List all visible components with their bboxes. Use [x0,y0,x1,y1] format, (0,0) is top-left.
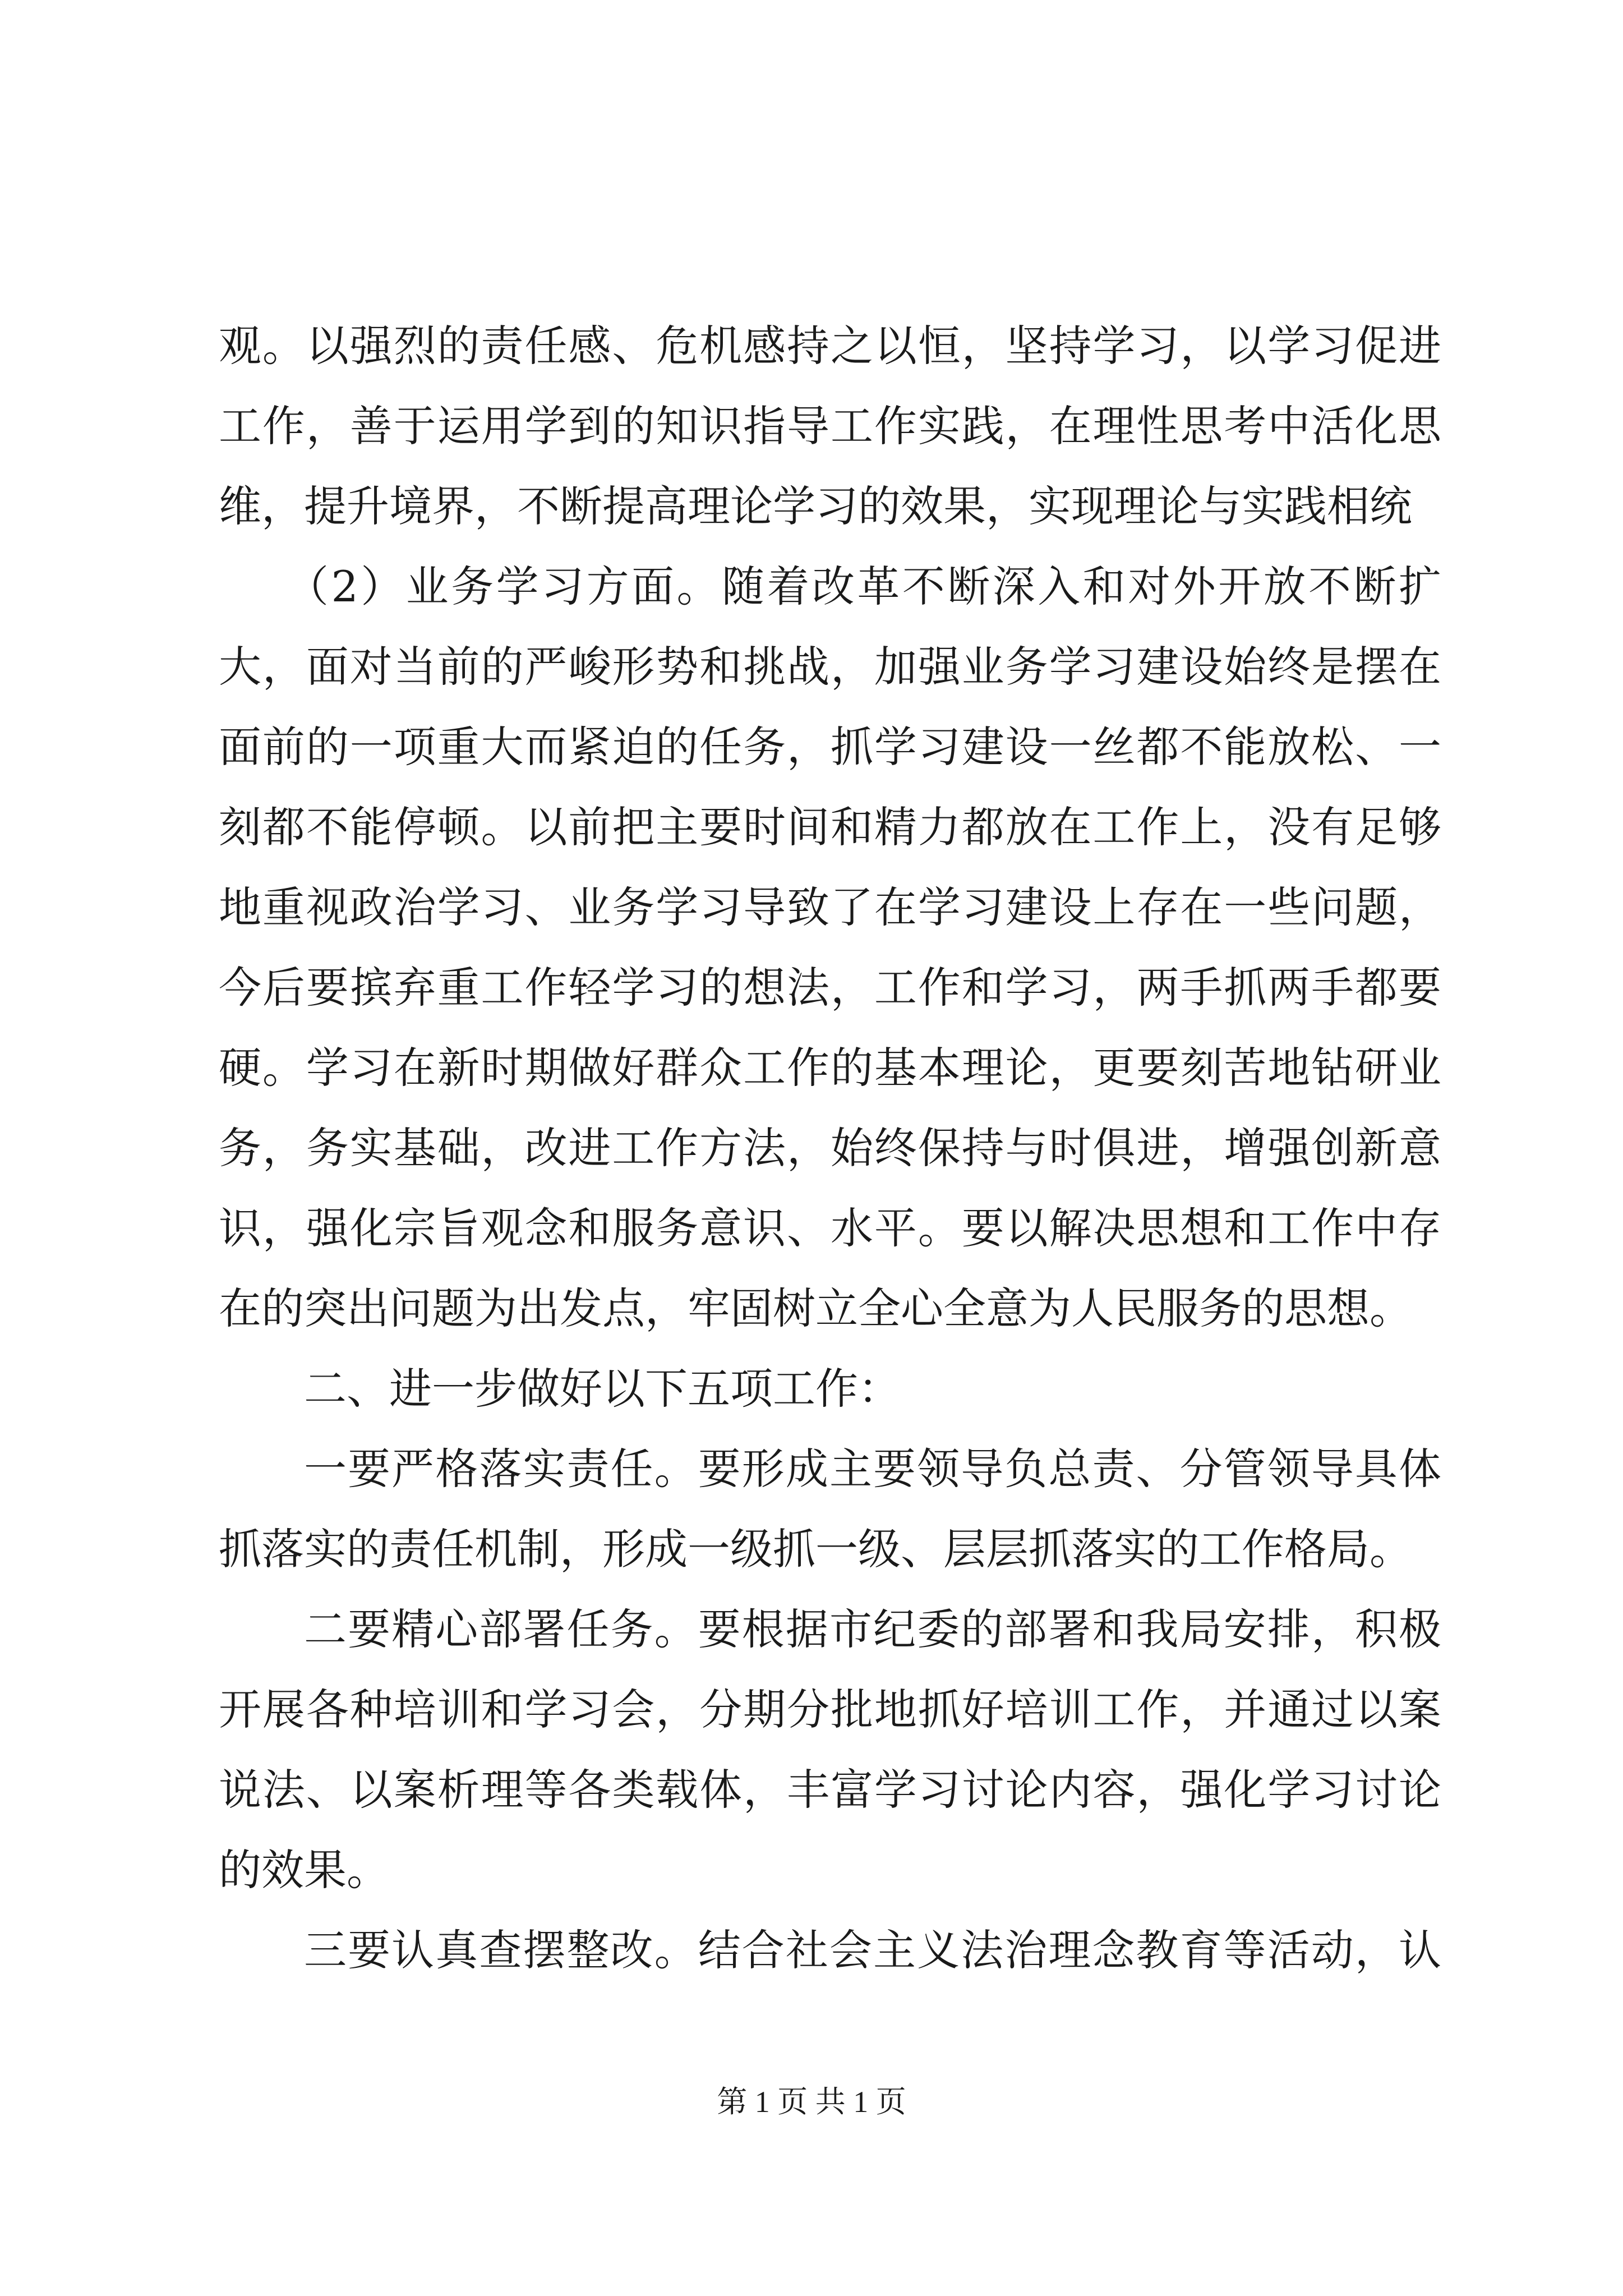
text-line: 刻都不能停顿。以前把主要时间和精力都放在工作上，没有足够 [219,802,1441,852]
text-line: 大，面对当前的严峻形势和挑战，加强业务学习建设始终是摆在 [219,642,1441,692]
text-line: 硬。学习在新时期做好群众工作的基本理论，更要刻苦地钻研业 [219,1043,1441,1093]
page-footer: 第 1 页 共 1 页 [717,2085,906,2119]
text-line: 面前的一项重大而紧迫的任务，抓学习建设一丝都不能放松、一 [219,722,1441,772]
text-line: 二要精心部署任务。要根据市纪委的部署和我局安排，积极 [304,1604,1441,1654]
text-line: 三要认真查摆整改。结合社会主义法治理念教育等活动，认 [304,1925,1441,1975]
text-line: 开展各种培训和学习会，分期分批地抓好培训工作，并通过以案 [219,1685,1441,1734]
text-line: 抓落实的责任机制，形成一级抓一级、层层抓落实的工作格局。 [219,1524,1412,1574]
section-heading: 二、进一步做好以下五项工作： [304,1364,901,1414]
text-line: 今后要摈弃重工作轻学习的想法，工作和学习，两手抓两手都要 [219,963,1441,1013]
text-line: 说法、以案析理等各类载体，丰富学习讨论内容，强化学习讨论 [219,1765,1441,1815]
text-line: 的效果。 [219,1845,389,1895]
text-line: 工作，善于运用学到的知识指导工作实践，在理性思考中活化思 [219,401,1441,451]
text-line: 观。以强烈的责任感、危机感持之以恒，坚持学习，以学习促进 [219,321,1441,371]
text-line: 维，提升境界，不断提高理论学习的效果，实现理论与实践相统 [219,481,1412,531]
text-line: 务，务实基础，改进工作方法，始终保持与时俱进，增强创新意 [219,1123,1441,1173]
document-body [219,306,1441,1990]
text-line: 一要严格落实责任。要形成主要领导负总责、分管领导具体 [304,1444,1441,1494]
text-line: 识，强化宗旨观念和服务意识、水平。要以解决思想和工作中存 [219,1203,1441,1253]
text-line: 在的突出问题为出发点，牢固树立全心全意为人民服务的思想。 [219,1283,1412,1333]
text-line: （2）业务学习方面。随着改革不断深入和对外开放不断扩 [286,562,1441,611]
text-line: 地重视政治学习、业务学习导致了在学习建设上存在一些问题， [219,882,1441,932]
